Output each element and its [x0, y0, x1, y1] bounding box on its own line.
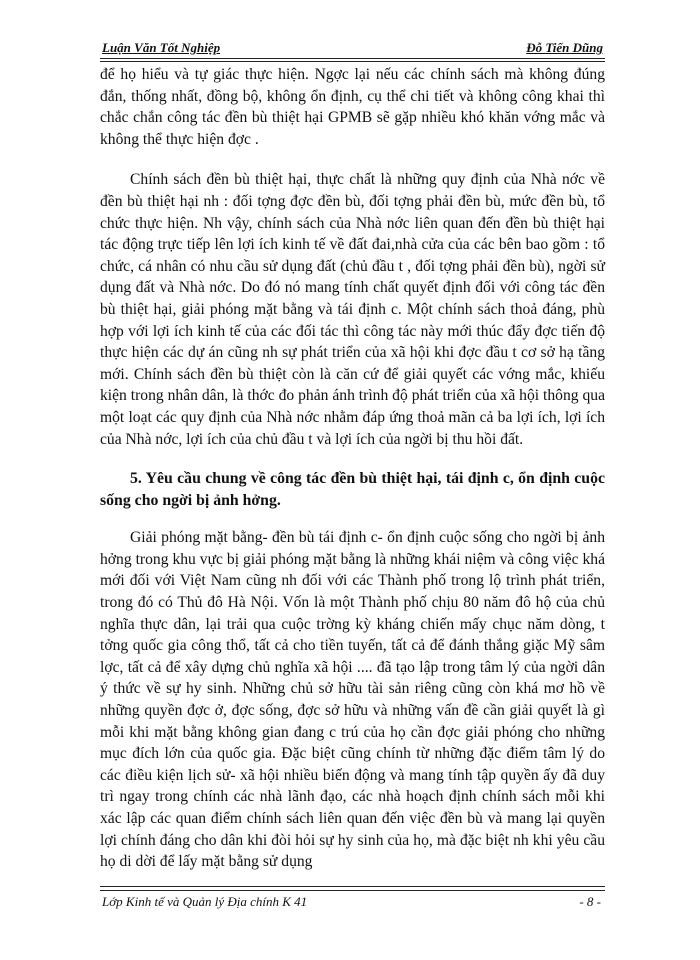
- paragraph-continuation: để họ hiểu và tự giác thực hiện. Ngợc lại nếu các chính sách mà không đúng đắn, thống nhất, đồng bộ, không ổn định, cụ thể chi tiết và không công khai thì chắc chắn công tác đền bù thiệt hại GPMB sẽ gặp nhiều khó khăn vớng mắc và không thể thực hiện đợc .: [100, 66, 605, 148]
- page-footer: [100, 886, 605, 909]
- footer-class-name: Lớp Kinh tế và Quản lý Địa chính K 41: [102, 894, 308, 909]
- page-body: [100, 64, 605, 873]
- paragraph-site-clearance: Giải phóng mặt bằng- đền bù tái định c- ổn định cuộc sống cho ngời bị ảnh hởng trong khu vực bị giải phóng mặt bằng là những khái niệm và công việc khá mới đối với Việt Nam cũng nh đối với các Thành phố trong lộ trình phát triển, trong đó có Thủ đô Hà Nội. Vốn là một Thành phố chịu 80 năm đô hộ của chủ nghĩa thực dân, lại trải qua cuộc trờng kỳ kháng chiến mấy chục năm dòng, t tởng quốc gia công thổ, tất cả cho tiền tuyến, tất cả để đánh thắng giặc Mỹ sâm lợc, tất cả để xây dựng chủ nghĩa xã hội .... đã tạo lập trong tâm lý của ngời dân ý thức về sự hy sinh. Những chủ sở hữu tài sản riêng cũng còn khá mơ hồ về những quyền đợc ở, đợc sống, đợc sở hữu và những vấn đề cần giải quyết là gì mỗi khi mặt bằng không gian đang c trú của họ cần đợc giải phóng cho những mục đích lớn của quốc gia. Đặc biệt cũng chính từ những đặc điểm tâm lý do các điều kiện lịch sử- xã hội nhiều biến động và mang tính tập quyền ấy đã duy trì ngay trong chính các nhà lãnh đạo, các nhà hoạch định chính sách mỗi khi xác lập các quan điểm chính sách liên quan đến việc đền bù và mang lại quyền lợi chính đáng cho dân khi đòi hỏi sự hy sinh của họ, mà đặc biệt nh khi yêu cầu họ di dời để lấy mặt bằng sử dụng: [100, 529, 605, 871]
- page-header: [100, 38, 605, 59]
- header-thesis-title: Luận Văn Tốt Nghiệp: [102, 40, 221, 55]
- paragraph-compensation-policy: Chính sách đền bù thiệt hại, thực chất là những quy định của Nhà nớc về đền bù thiệt hại nh : đối tợng đợc đền bù, đối tợng phải đền bù, mức đền bù, tổ chức thực hiện. Nh vậy, chính sách của Nhà nớc liên quan đến đền bù thiệt hại tác động trực tiếp lên lợi ích kinh tế về đất đai,nhà cửa của các bên bao gồm : tổ chức, cá nhân có nhu cầu sử dụng đất (chủ đầu t , đối tợng phải đền bù), ngời sử dụng đất và Nhà nớc. Do đó nó mang tính chất quyết định đối với công tác đền bù thiệt hại, giải phóng mặt bằng và tái định c. Một chính sách thoả đáng, phù hợp với lợi ích kinh tế của các đối tác thì công tác này mới thúc đẩy đợc tiến độ thực hiện các dự án cũng nh sự phát triển của xã hội khi đợc đầu t cơ sở hạ tầng mới. Chính sách đền bù thiệt còn là căn cứ để giải quyết các vớng mắc, khiếu kiện trong nhân dân, là thớc đo phản ánh trình độ phát triển của xã hội thông qua một loạt các quy định của Nhà nớc nhằm đáp ứng thoả mãn cả ba lợi ích, lợi ích của Nhà nớc, lợi ích của chủ đầu t và lợi ích của ngời bị thu hồi đất.: [100, 171, 605, 448]
- footer-page-number: - 8 -: [579, 894, 601, 909]
- header-author-name: Đỗ Tiến Dũng: [526, 40, 603, 55]
- section-heading-5: 5. Yêu cầu chung về công tác đền bù thiệt hại, tái định c, ổn định cuộc sống cho ngời bị ảnh hởng.: [100, 470, 605, 509]
